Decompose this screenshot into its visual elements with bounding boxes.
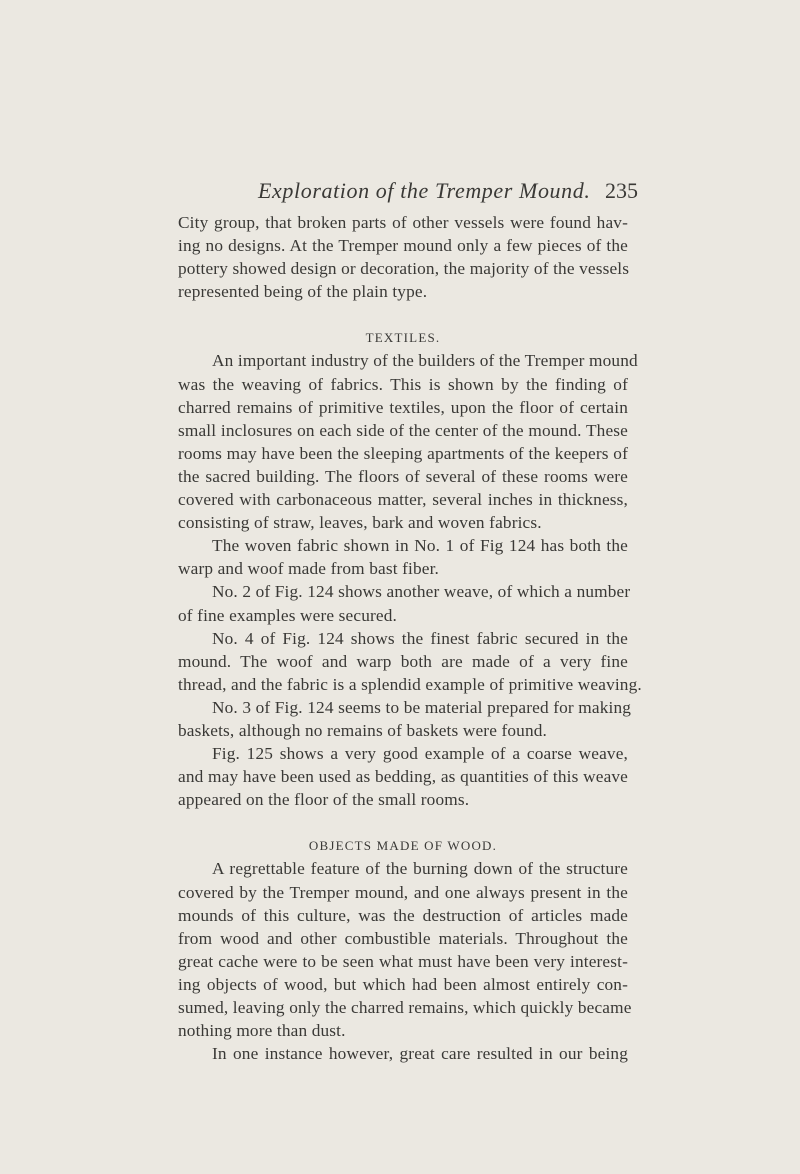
text-line: City group, that broken parts of other vessels were found hav- [178, 213, 628, 232]
body-text [178, 211, 642, 1065]
running-title: Exploration of the Tremper Mound. [258, 178, 591, 203]
text-line: thread, and the fabric is a splendid example of primitive weaving. [178, 674, 642, 694]
text-line: covered with carbonaceous matter, several inches in thickness, [178, 490, 628, 510]
text-line: ing no designs. At the Tremper mound only a few pieces of the [178, 236, 628, 256]
text-line: baskets, although no remains of baskets were found. [178, 720, 548, 740]
text-line: warp and woof made from bast fiber. [178, 559, 440, 579]
text-line: from wood and other combustible materials. Throughout the [178, 928, 628, 948]
running-head [178, 178, 658, 208]
text-line: In one instance however, great care resulted in our being [212, 1044, 628, 1064]
text-line: The woven fabric shown in No. 1 of Fig 124 has both the [212, 536, 628, 556]
page-number: 235 [605, 178, 638, 203]
text-line: No. 2 of Fig. 124 shows another weave, of which a number [212, 582, 631, 602]
text-line: No. 4 of Fig. 124 shows the finest fabric secured in the [212, 628, 628, 648]
section-heading-wood: OBJECTS MADE OF WOOD. [308, 838, 498, 854]
text-line: An important industry of the builders of the Tremper mound [212, 351, 638, 371]
text-line: mound. The woof and warp both are made of a very fine [178, 651, 628, 671]
text-line: of fine examples were secured. [178, 605, 397, 625]
text-line: small inclosures on each side of the center of the mound. These [178, 420, 628, 440]
text-line: Fig. 125 shows a very good example of a coarse weave, [212, 744, 628, 764]
text-line: covered by the Tremper mound, and one always present in the [178, 882, 628, 902]
text-line: ing objects of wood, but which had been almost entirely con- [178, 974, 628, 994]
text-line: A regrettable feature of the burning down of the structure [212, 859, 628, 879]
text-line: represented being of the plain type. [178, 282, 428, 302]
text-line: consisting of straw, leaves, bark and woven fabrics. [178, 513, 542, 533]
text-line: charred remains of primitive textiles, upon the floor of certain [178, 397, 628, 417]
text-line: rooms may have been the sleeping apartments of the keepers of [178, 443, 628, 463]
text-line: pottery showed design or decoration, the majority of the vessels [178, 259, 630, 279]
text-line: and may have been used as bedding, as quantities of this weave [178, 767, 628, 787]
text-line: great cache were to be seen what must have been very interest- [178, 951, 628, 971]
text-line: nothing more than dust. [178, 1021, 346, 1041]
text-line: mounds of this culture, was the destruction of articles made [178, 905, 628, 925]
text-line: appeared on the floor of the small rooms. [178, 790, 470, 810]
text-line: was the weaving of fabrics. This is shown by the finding of [178, 374, 628, 394]
section-heading-textiles: TEXTILES. [365, 330, 441, 346]
text-line: No. 3 of Fig. 124 seems to be material prepared for making [212, 697, 632, 717]
text-line: sumed, leaving only the charred remains, which quickly became [178, 998, 632, 1017]
text-line: the sacred building. The floors of several of these rooms were [178, 466, 628, 486]
